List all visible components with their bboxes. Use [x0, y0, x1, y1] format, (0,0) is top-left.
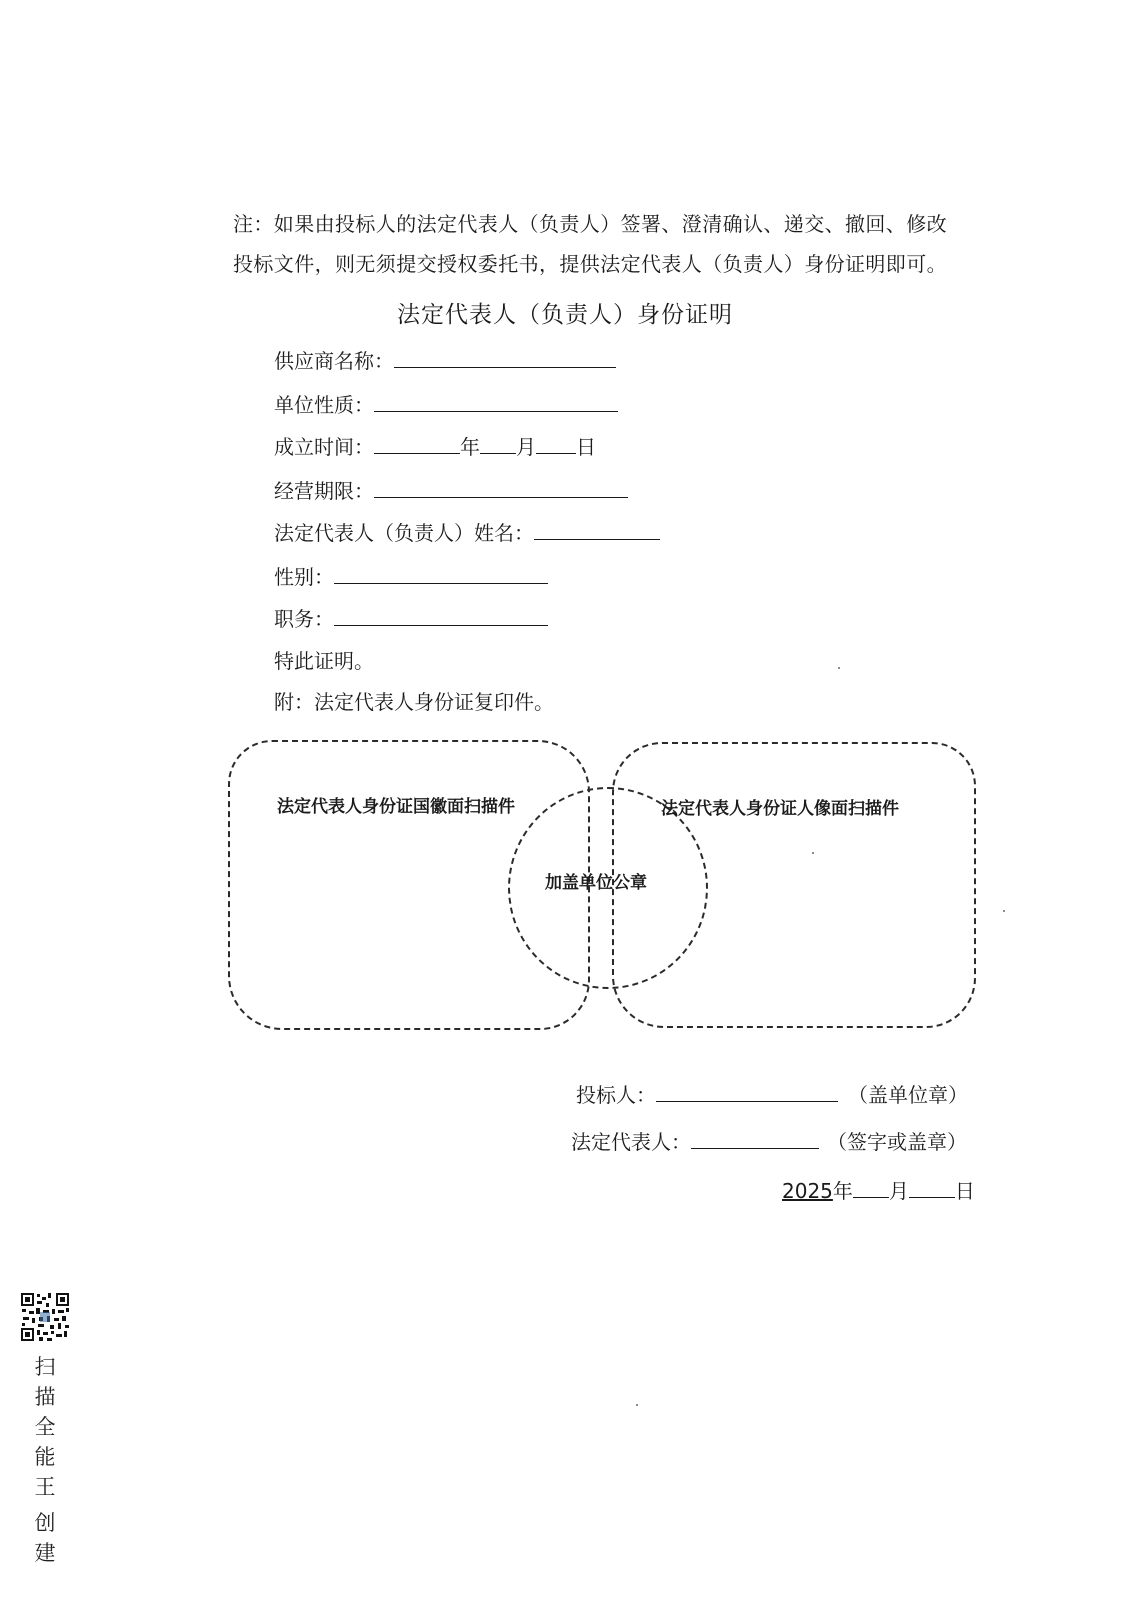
term-label: 经营期限：: [274, 479, 374, 503]
watermark-char: 能: [34, 1445, 56, 1469]
watermark-char: 描: [34, 1385, 56, 1409]
unit-nature-label: 单位性质：: [274, 393, 374, 417]
supplier-name-label: 供应商名称：: [274, 349, 394, 373]
scan-speck: [838, 667, 840, 669]
field-established: [274, 431, 596, 461]
watermark-char: 扫: [34, 1355, 56, 1379]
watermark-char: 创: [34, 1511, 56, 1535]
seal-label: 加盖单位公章: [545, 873, 647, 893]
scanner-watermark: [30, 1352, 60, 1568]
supplier-name-blank[interactable]: [394, 345, 616, 368]
established-year-label: 年: [460, 435, 480, 459]
gender-label: 性别：: [274, 565, 334, 589]
field-supplier-name: [274, 345, 616, 375]
emblem-box-label: 法定代表人身份证国徽面扫描件: [277, 797, 515, 817]
date-year-value: 2025: [782, 1179, 833, 1203]
rep-label: 法定代表人：: [571, 1130, 691, 1154]
rep-signature-row: [571, 1126, 967, 1156]
date-year-label: 年: [832, 1179, 853, 1203]
bidder-blank[interactable]: [656, 1079, 838, 1102]
watermark-char: 建: [34, 1541, 56, 1565]
date-row: [782, 1175, 975, 1205]
established-day-label: 日: [576, 435, 596, 459]
field-gender: [274, 561, 548, 591]
established-label: 成立时间：: [274, 435, 374, 459]
qr-code-icon: [20, 1292, 70, 1342]
gender-blank[interactable]: [334, 561, 548, 584]
rep-name-label: 法定代表人（负责人）姓名：: [274, 521, 534, 545]
watermark-char: 王: [34, 1475, 56, 1499]
note-line-1: 注：如果由投标人的法定代表人（负责人）签署、澄清确认、递交、撤回、修改: [233, 212, 947, 236]
bidder-signature-row: [576, 1079, 968, 1109]
rep-name-blank[interactable]: [534, 517, 660, 540]
rep-blank[interactable]: [691, 1126, 819, 1149]
position-label: 职务：: [274, 607, 334, 631]
portrait-box-label: 法定代表人身份证人像面扫描件: [661, 799, 899, 819]
field-unit-nature: [274, 389, 618, 419]
field-rep-name: [274, 517, 660, 547]
bidder-note: （盖单位章）: [848, 1083, 968, 1107]
established-month-label: 月: [516, 435, 536, 459]
established-month-blank[interactable]: [480, 431, 516, 454]
position-blank[interactable]: [334, 603, 548, 626]
note-paragraph: [233, 204, 993, 284]
date-day-blank[interactable]: [909, 1175, 955, 1198]
scan-speck: [636, 1404, 638, 1406]
field-position: [274, 603, 548, 633]
certify-text: 特此证明。: [274, 649, 374, 673]
field-term: [274, 475, 628, 505]
page-title: 法定代表人（负责人）身份证明: [397, 302, 733, 328]
unit-nature-blank[interactable]: [374, 389, 618, 412]
attachment-text: 附：法定代表人身份证复印件。: [274, 690, 554, 714]
term-blank[interactable]: [374, 475, 628, 498]
date-month-blank[interactable]: [853, 1175, 889, 1198]
scan-speck: [1003, 910, 1005, 912]
established-year-blank[interactable]: [374, 431, 460, 454]
established-day-blank[interactable]: [536, 431, 576, 454]
note-line-2: 投标文件，则无须提交授权委托书，提供法定代表人（负责人）身份证明即可。: [233, 252, 947, 276]
date-day-label: 日: [954, 1179, 975, 1203]
bidder-label: 投标人：: [576, 1083, 656, 1107]
scan-speck: [812, 852, 814, 854]
rep-note: （签字或盖章）: [827, 1130, 967, 1154]
date-month-label: 月: [888, 1179, 909, 1203]
watermark-char: 全: [34, 1415, 56, 1439]
